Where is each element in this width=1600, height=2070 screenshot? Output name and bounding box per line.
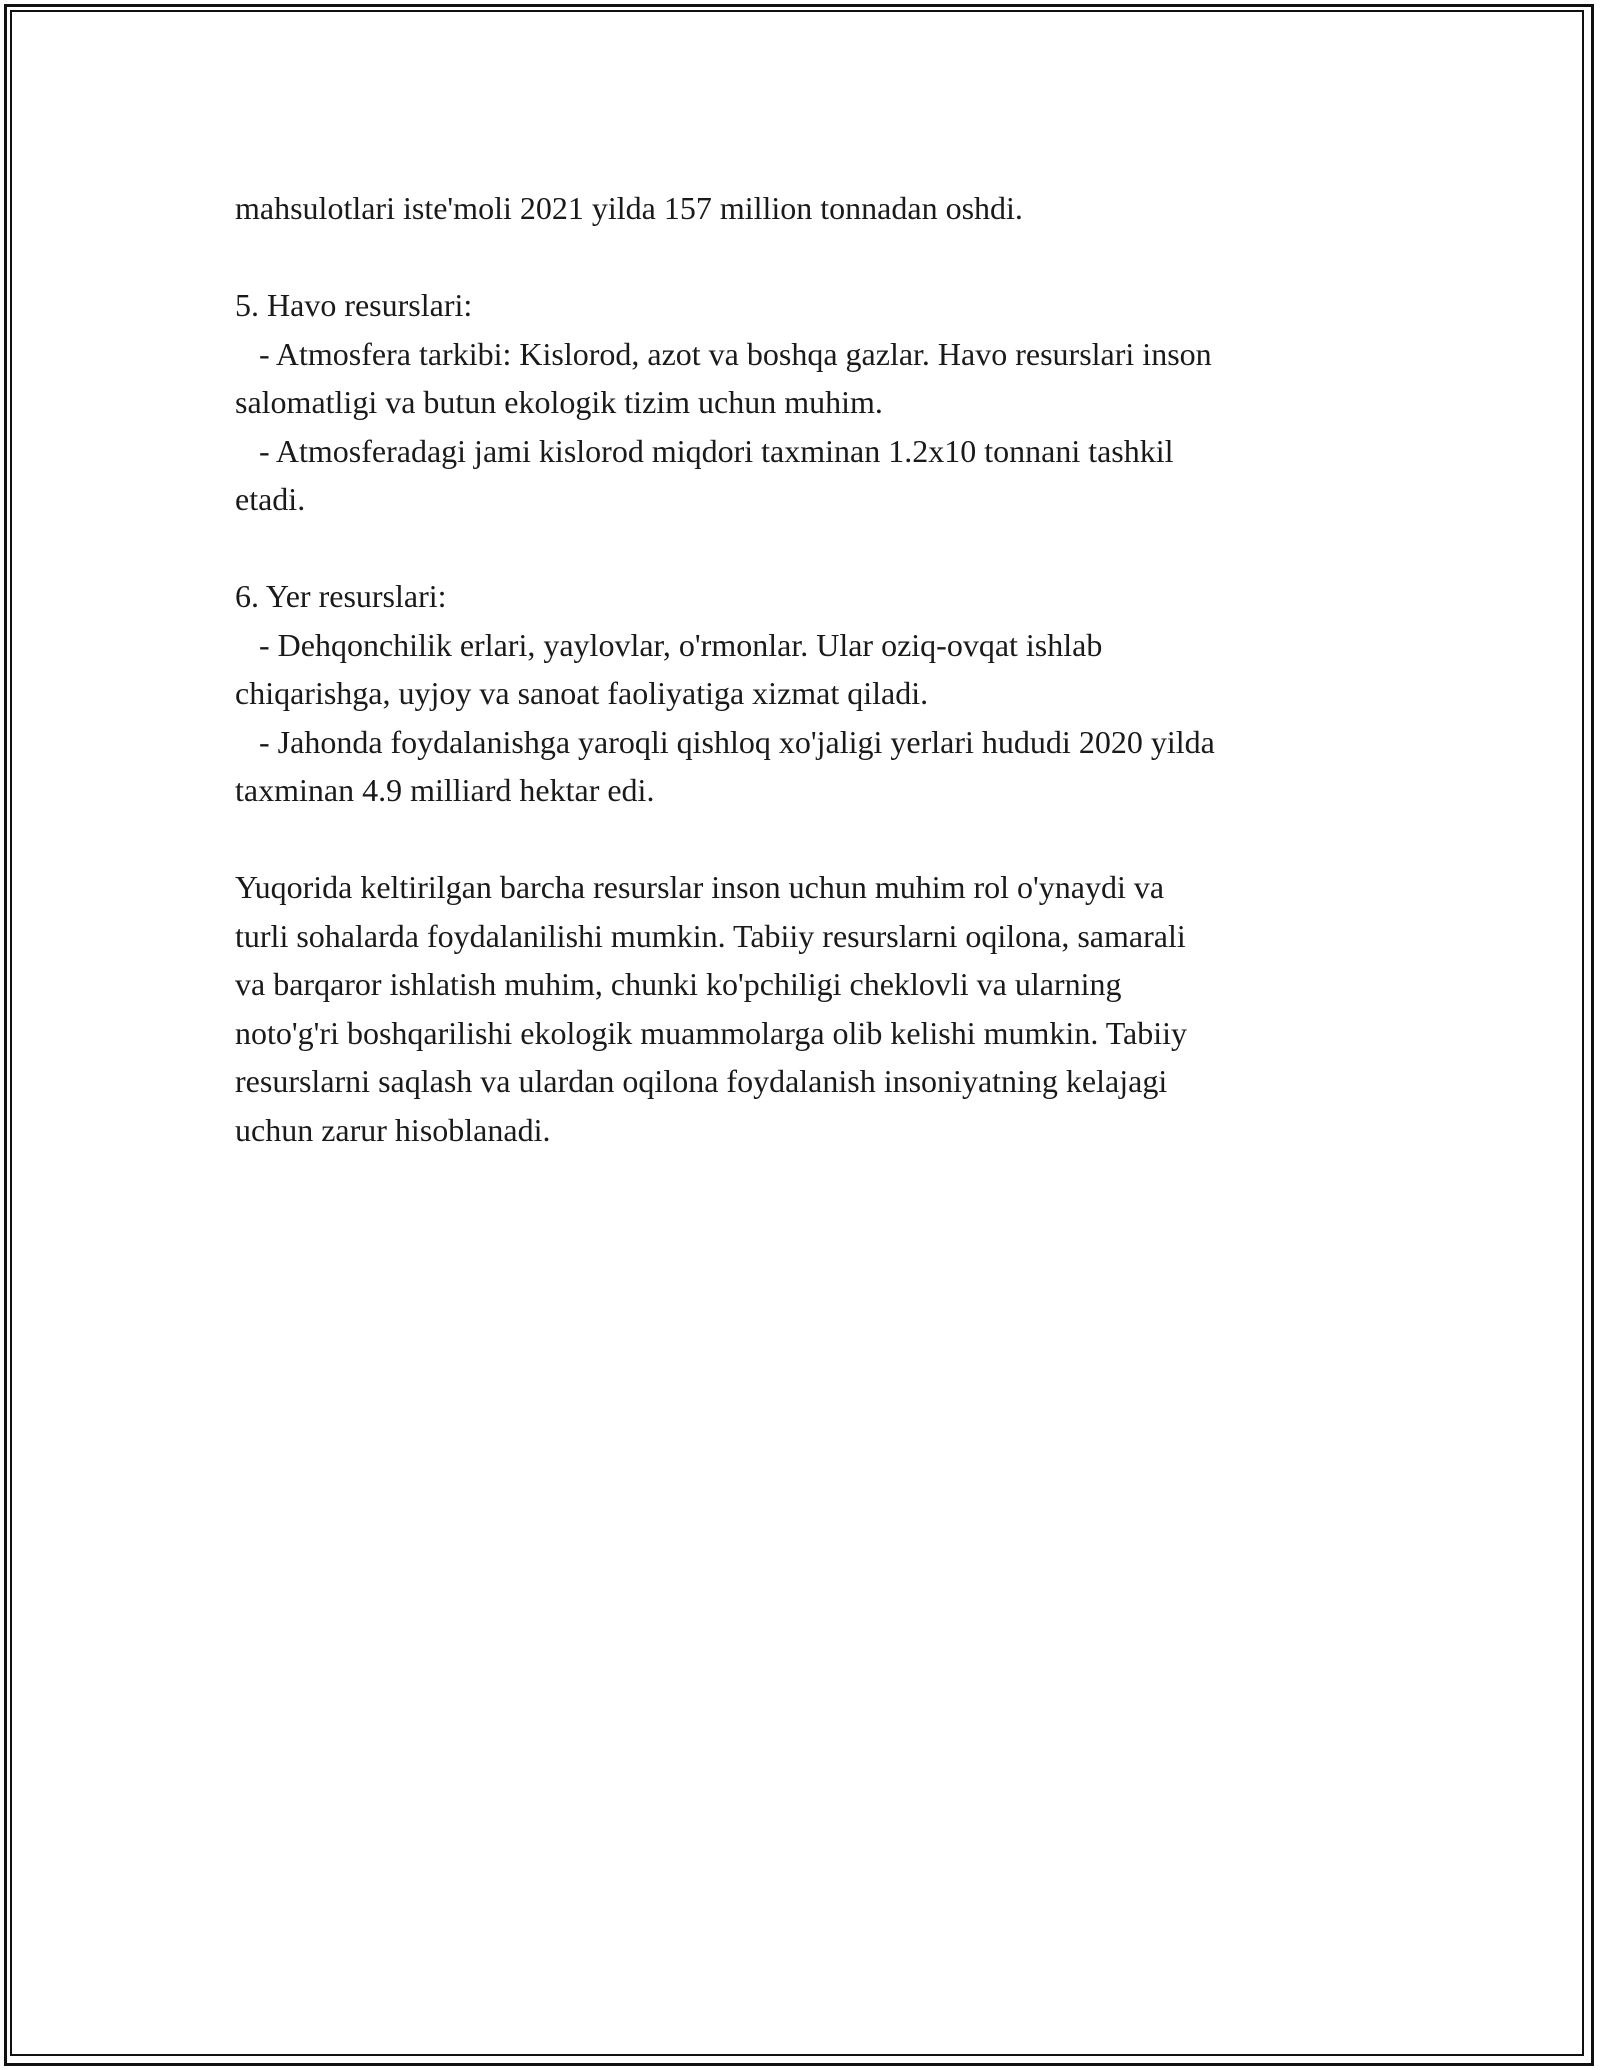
bullet-line: - Dehqonchilik erlari, yaylovlar, o'rmonlar. Ular oziq-ovqat ishlab — [235, 626, 1103, 663]
bullet-line: - Jahonda foydalanishga yaroqli qishloq xo'jaligi yerlari hududi 2020 yilda — [235, 723, 1215, 760]
document-body — [235, 184, 1370, 1154]
paragraph-spacer — [235, 524, 1370, 573]
conclusion-line: turli sohalarda foydalanilishi mumkin. Tabiiy resurslarni oqilona, samarali — [235, 917, 1186, 954]
conclusion-line: resurslarni saqlash va ulardan oqilona foydalanish insoniyatning kelajagi — [235, 1063, 1168, 1099]
paragraph-spacer — [235, 815, 1370, 864]
bullet-item — [235, 427, 1370, 524]
conclusion-line: uchun zarur hisoblanadi. — [235, 1111, 551, 1148]
section-land-resources — [235, 572, 1370, 815]
conclusion-line: va barqaror ishlatish muhim, chunki ko'pchiligi cheklovli va ularning — [235, 966, 1122, 1002]
bullet-item — [235, 718, 1370, 815]
bullet-item — [235, 621, 1370, 718]
bullet-item — [235, 330, 1370, 427]
bullet-line: taxminan 4.9 milliard hektar edi. — [235, 772, 655, 808]
conclusion-line: Yuqorida keltirilgan barcha resurslar inson uchun muhim rol o'ynaydi va — [235, 869, 1165, 905]
section-air-resources — [235, 281, 1370, 524]
bullet-line: chiqarishga, uyjoy va sanoat faoliyatiga xizmat qiladi. — [235, 675, 929, 711]
conclusion-paragraph — [235, 863, 1370, 1154]
paragraph-spacer — [235, 233, 1370, 282]
bullet-line: etadi. — [235, 481, 306, 517]
bullet-line: salomatligi va butun ekologik tizim uchun muhim. — [235, 384, 883, 420]
continuation-line: mahsulotlari iste'moli 2021 yilda 157 million tonnadan oshdi. — [235, 190, 1023, 226]
bullet-line: - Atmosfera tarkibi: Kislorod, azot va boshqa gazlar. Havo resurslari inson — [235, 335, 1212, 372]
section-heading: 5. Havo resurslari: — [235, 287, 473, 323]
section-heading: 6. Yer resurslari: — [235, 578, 447, 614]
bullet-line: - Atmosferadagi jami kislorod miqdori taxminan 1.2x10 tonnani tashkil — [235, 432, 1174, 469]
conclusion-line: noto'g'ri boshqarilishi ekologik muammolarga olib kelishi mumkin. Tabiiy — [235, 1014, 1188, 1051]
